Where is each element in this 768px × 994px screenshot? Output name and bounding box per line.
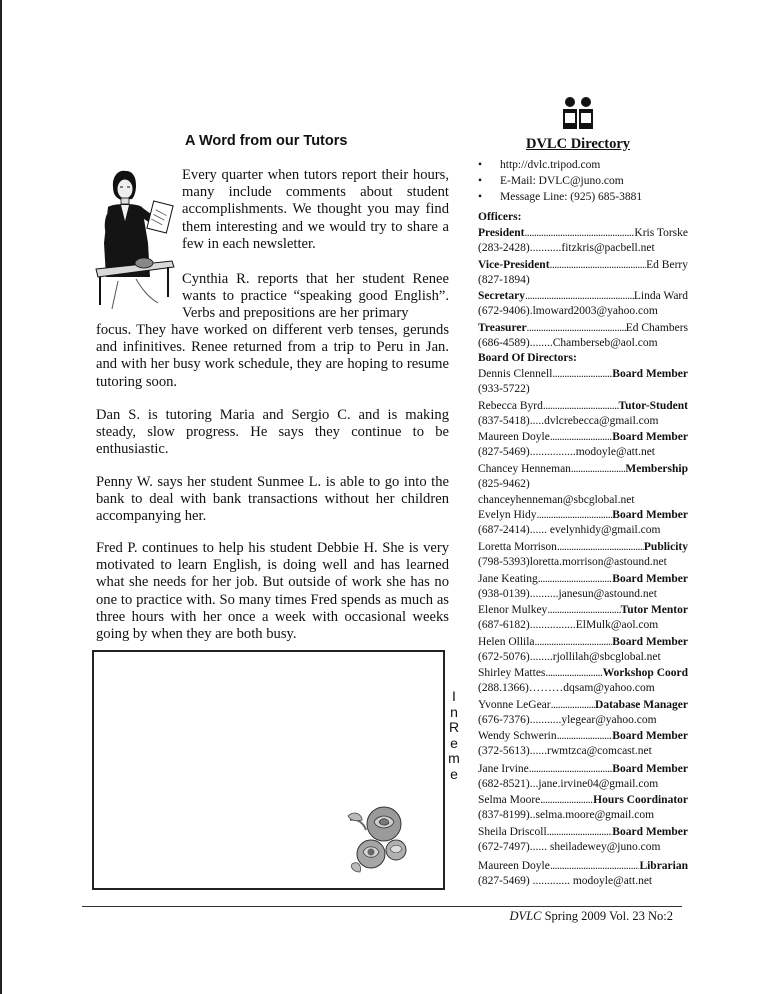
board-entry: Rebecca Byrd ..... Tutor-Student (837-5418).....dvlcrebecca@gmail.com (478, 399, 688, 430)
article-title: A Word from our Tutors (185, 133, 348, 149)
board-entry: Dennis Clennell ..... Board Member (933-5722) (478, 367, 688, 398)
article-paragraph: focus. They have worked on different verb tenses, gerunds and infinitives. Renee returned from a trip to Peru in Jan. and with her busy work schedule, they are hoping to resume tutoring soon. (96, 322, 449, 390)
people-reading-icon (561, 96, 595, 130)
board-entry: Elenor Mulkey ..... Tutor Mentor (687-6182)................ElMulk@aol.com (478, 603, 688, 634)
officer-entry: Treasurer ..... Ed Chambers (686-4589)........Chamberseb@aol.com (478, 321, 688, 352)
issue-info: Spring 2009 Vol. 23 No:2 (541, 909, 673, 923)
contact-list (478, 158, 688, 205)
officer-entry: Vice-President ..... Ed Berry (827-1894) (478, 258, 688, 289)
board-entry: Sheila Driscoll ..... Board Member (672-7497)...... sheiladewey@juno.com (478, 825, 688, 856)
article-paragraph: Every quarter when tutors report their hours, many include comments about student accomplishments. We thought you may find them interesting and we would try to share a few in each newsletter. (182, 167, 449, 252)
board-entry: Loretta Morrison ..... Publicity (798-5393)loretta.morrison@astound.net (478, 540, 688, 571)
email-contact: • E-Mail: DVLC@juno.com (478, 174, 688, 190)
tutor-illustration (88, 165, 180, 313)
board-entry: Helen Ollila ..... Board Member (672-5076)........rjollilah@sbcglobal.net (478, 635, 688, 666)
directory-title: DVLC Directory (525, 136, 631, 152)
board-heading: Board Of Directors: (478, 352, 577, 364)
publication-name: DVLC (509, 909, 542, 923)
board-entry: Jane Irvine ..... Board Member (682-8521)...jane.irvine04@gmail.com (478, 762, 688, 793)
website-link: • http://dvlc.tripod.com (478, 158, 688, 174)
officer-entry: Secretary ..... Linda Ward (672-9406).lmoward2003@yahoo.com (478, 289, 688, 320)
article-paragraph: Penny W. says her student Sunmee L. is able to go into the bank to deal with bank transactions without her children accompanying her. (96, 474, 449, 525)
rose-illustration (344, 800, 412, 876)
footer-issue (400, 909, 673, 924)
article-paragraph: Dan S. is tutoring Maria and Sergio C. and is making steady, slow progress. He says they continue to be enthusiastic. (96, 407, 449, 458)
message-line: • Message Line: (925) 685-3881 (478, 190, 688, 206)
officers-heading: Officers: (478, 211, 522, 223)
memorial-side-text: I n R e m e (448, 688, 460, 782)
board-entry: Wendy Schwerin ..... Board Member (372-5613)......rwmtzca@comcast.net (478, 729, 688, 760)
officer-entry: President ..... Kris Torske (283-2428)...........fitzkris@pacbell.net (478, 226, 688, 257)
board-entry: Maureen Doyle ..... Librarian (827-5469) ............. modoyle@att.net (478, 859, 688, 890)
board-entry: Yvonne LeGear ..... Database Manager (676-7376)...........ylegear@yahoo.com (478, 698, 688, 729)
board-entry: Chancey Henneman ..... Membership (825-9462) chanceyhenneman@sbcglobal.net (478, 462, 688, 508)
memorial-box (92, 650, 445, 890)
board-entry: Evelyn Hidy ..... Board Member (687-2414)...... evelynhidy@gmail.com (478, 508, 688, 539)
board-entry: Jane Keating ..... Board Member (938-0139)..........janesun@astound.net (478, 572, 688, 603)
footer-rule (82, 906, 682, 907)
page-border-line (0, 0, 2, 994)
board-entry: Selma Moore ..... Hours Coordinator (837-8199)..selma.moore@gmail.com (478, 793, 688, 824)
board-entry: Shirley Mattes ..... Workshop Coord (288.1366)………dqsam@yahoo.com (478, 666, 688, 697)
article-paragraph: Fred P. continues to help his student Debbie H. She is very motivated to learn English, is doing well and has learned what she needs for her job. But outside of work she has no one to practice with. So many times Fred spends as much as three hours with her once a week with occasional weeks going by when they are both busy. (96, 540, 449, 643)
article-paragraph: Cynthia R. reports that her student Renee wants to practice “speaking good English”. Verbs and prepositions are her primary (182, 271, 449, 322)
board-entry: Maureen Doyle ..... Board Member (827-5469)................modoyle@att.net (478, 430, 688, 461)
